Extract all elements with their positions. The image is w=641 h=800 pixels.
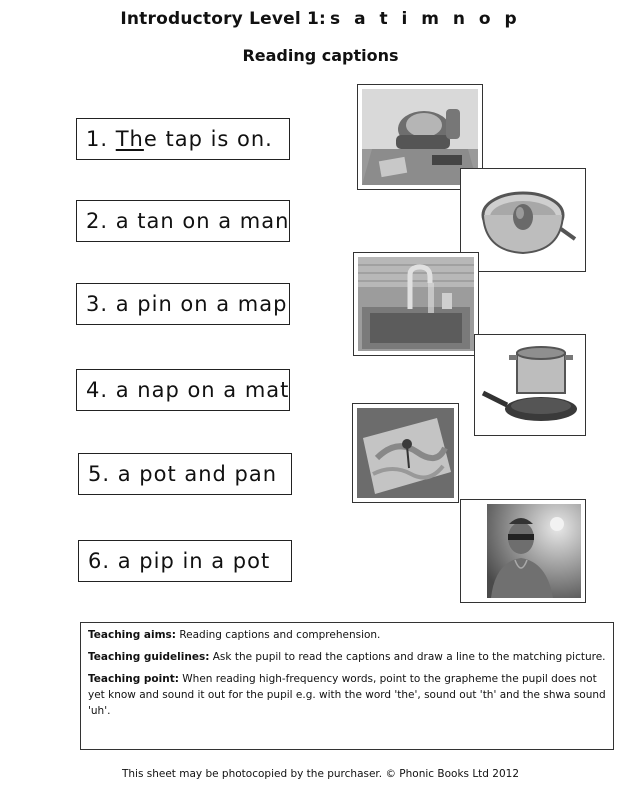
teaching-point-label: Teaching point:: [88, 673, 179, 685]
caption-number: 5.: [88, 462, 111, 486]
teaching-aims-text: Reading captions and comprehension.: [179, 629, 381, 641]
worksheet-title: [0, 9, 641, 29]
caption-4: [76, 369, 290, 411]
title-letters: s a t i m n o p: [330, 9, 521, 29]
teaching-aims-label: Teaching aims:: [88, 629, 176, 641]
caption-2: [76, 200, 290, 242]
teaching-guidelines-label: Teaching guidelines:: [88, 651, 210, 663]
teaching-notes: [80, 622, 614, 750]
caption-number: 2.: [86, 209, 109, 233]
caption-number: 4.: [86, 378, 109, 402]
caption-text: a nap on a mat: [115, 378, 290, 402]
caption-6: [78, 540, 292, 582]
teaching-guidelines: [88, 649, 606, 665]
caption-5: [78, 453, 292, 495]
caption-1: [76, 118, 290, 160]
picture-pin-on-map: [352, 403, 459, 503]
caption-number: 6.: [88, 549, 111, 573]
title-prefix: Introductory Level 1:: [120, 9, 327, 29]
teaching-point-text: When reading high-frequency words, point to the grapheme the pupil does not yet know and sound it out for the pupil e.g. with the word 'the', sound out 'th' and the shwa sound 'uh'.: [88, 673, 606, 717]
worksheet-subtitle: Reading captions: [242, 46, 399, 65]
picture-pot-and-pan: [474, 334, 586, 436]
caption-text: e tap is on.: [143, 127, 273, 151]
tanned-man-icon: [465, 504, 581, 598]
tap-sink-icon: [358, 257, 474, 351]
caption-text: a pin on a map: [115, 292, 288, 316]
teaching-guidelines-text: Ask the pupil to read the captions and draw a line to the matching picture.: [212, 651, 606, 663]
copyright-footer: This sheet may be photocopied by the purchaser. © Phonic Books Ltd 2012: [121, 768, 520, 780]
caption-number: 3.: [86, 292, 109, 316]
pip-in-pot-icon: [465, 173, 581, 267]
pot-and-pan-icon: [479, 339, 581, 431]
caption-text: a pot and pan: [117, 462, 278, 486]
caption-3: [76, 283, 290, 325]
teaching-point: [88, 671, 606, 719]
caption-underlined-grapheme: Th: [115, 127, 144, 151]
picture-tanned-man: [460, 499, 586, 603]
teaching-aims: [88, 627, 606, 643]
pin-on-map-icon: [357, 408, 454, 498]
caption-text: a pip in a pot: [117, 549, 271, 573]
picture-tap-sink: [353, 252, 479, 356]
caption-number: 1.: [86, 127, 109, 151]
caption-text: a tan on a man: [115, 209, 290, 233]
